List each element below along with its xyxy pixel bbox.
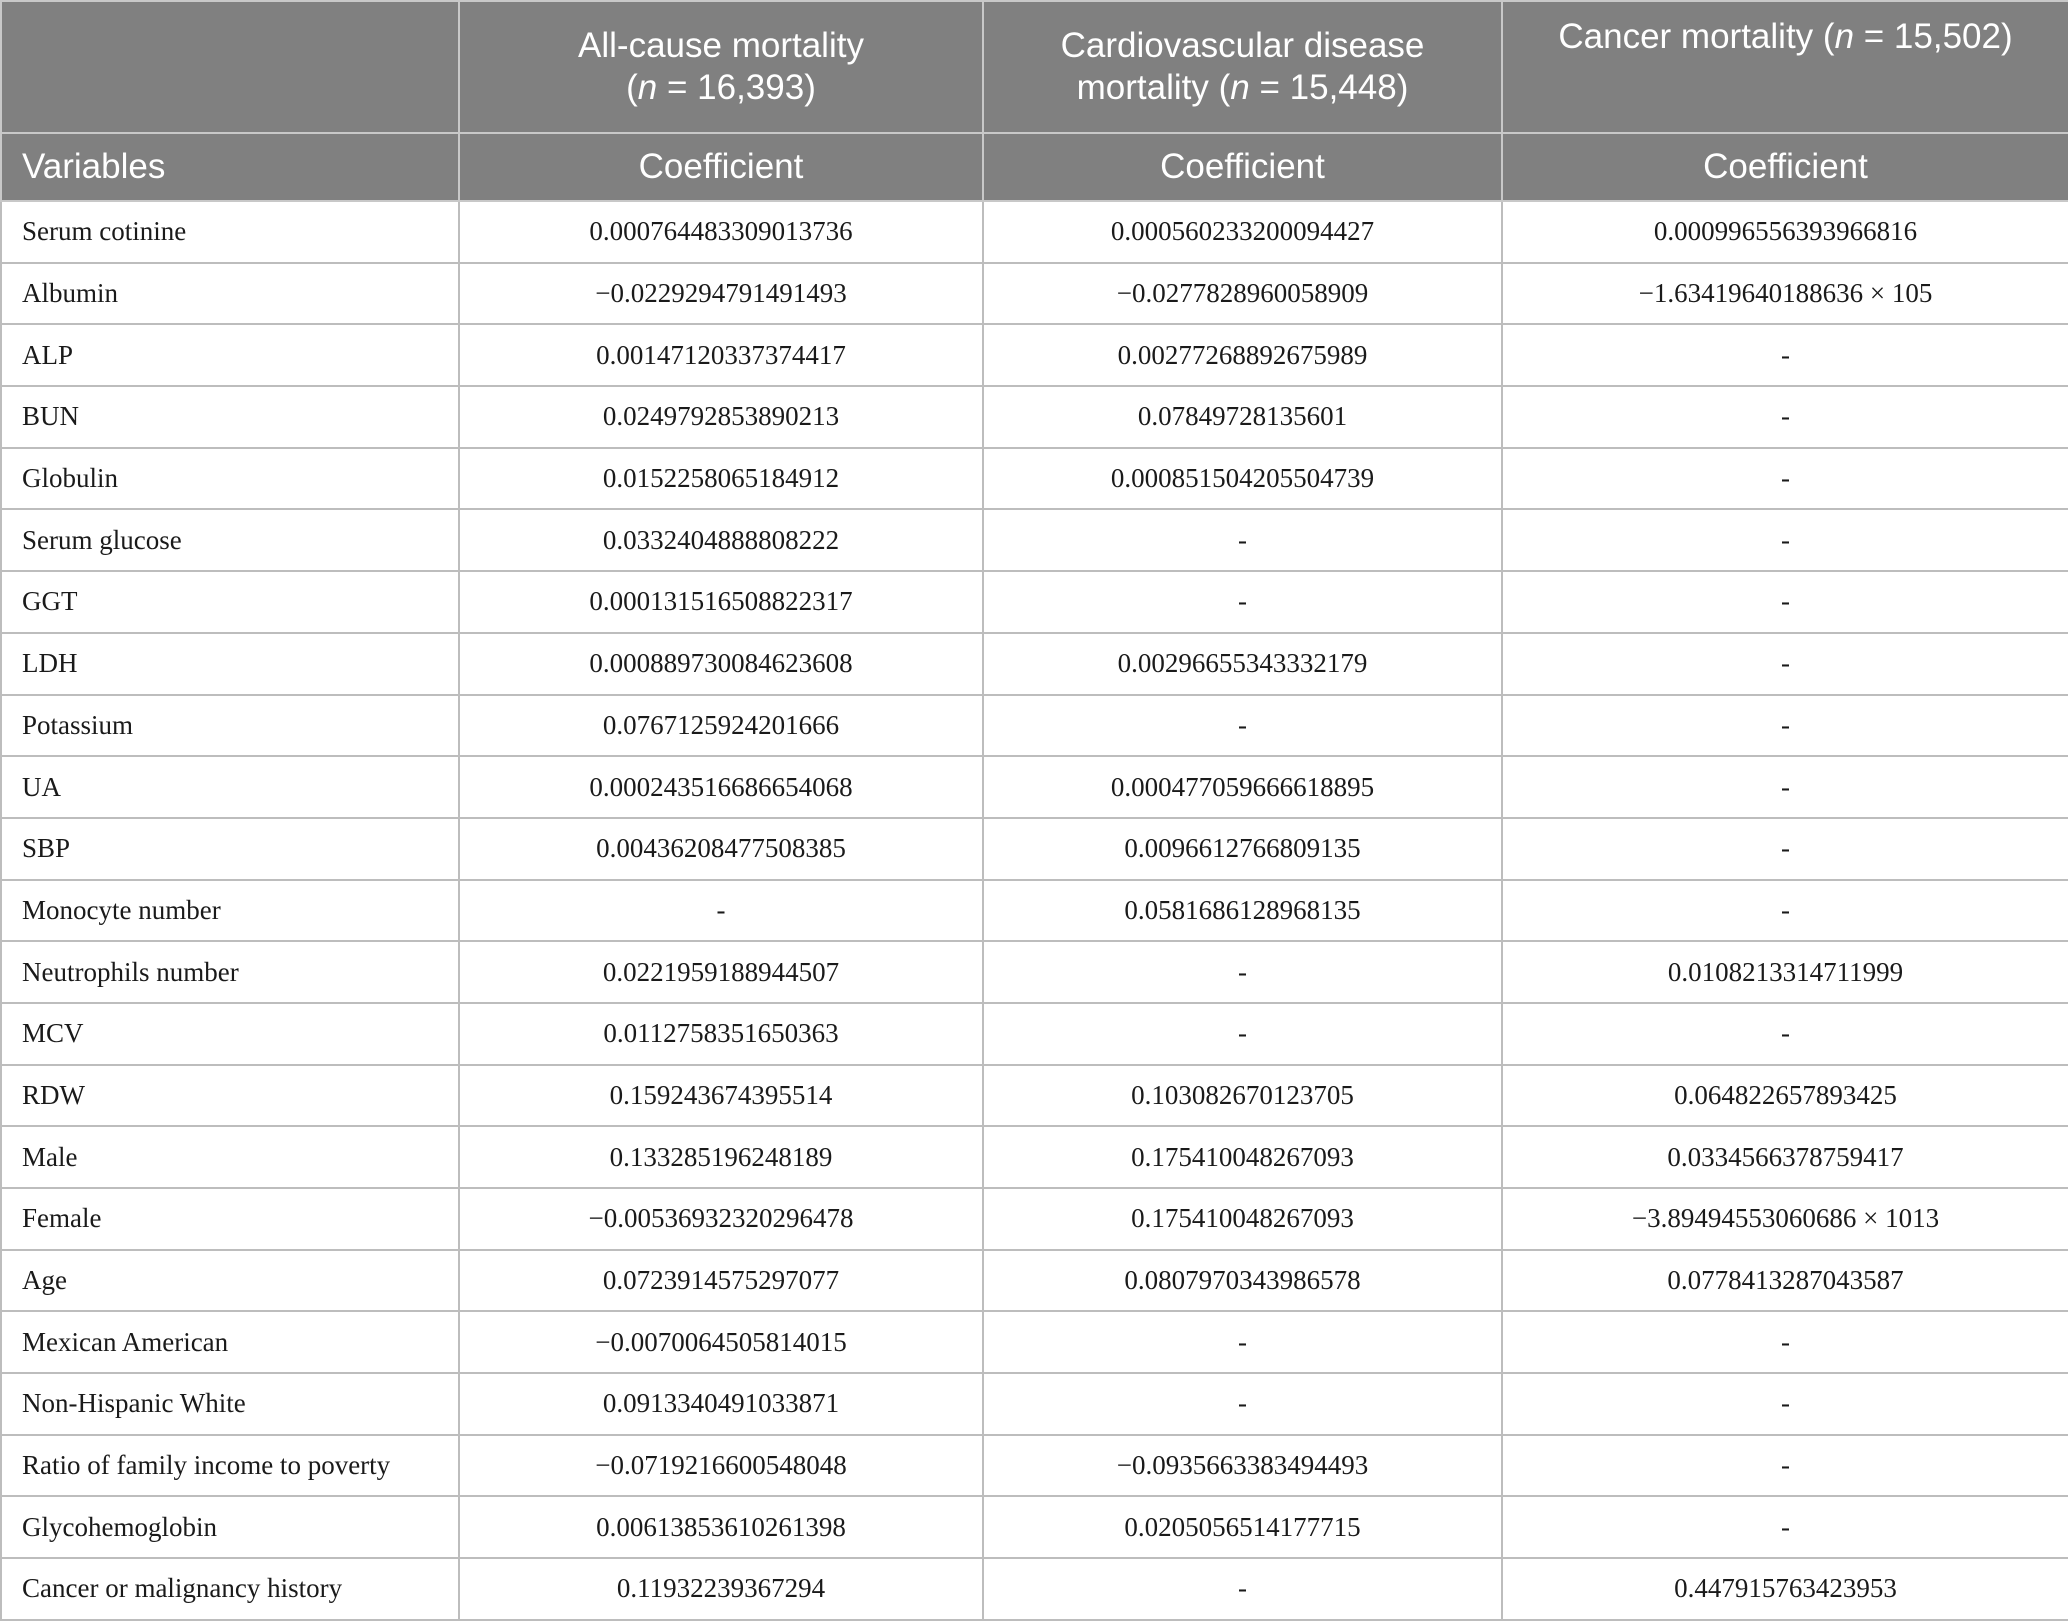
table-row <box>1 448 2068 510</box>
cell-cancer-coefficient: - <box>1502 818 2068 880</box>
cell-variable: Male <box>1 1126 459 1188</box>
cell-cvd-coefficient: - <box>983 941 1502 1003</box>
cell-all-cause-coefficient: 0.00147120337374417 <box>459 324 983 386</box>
cell-cancer-coefficient: 0.0334566378759417 <box>1502 1126 2068 1188</box>
cell-all-cause-coefficient: −0.0719216600548048 <box>459 1435 983 1497</box>
table-row <box>1 880 2068 942</box>
cell-variable: Cancer or malignancy history <box>1 1558 459 1620</box>
cell-variable: Neutrophils number <box>1 941 459 1003</box>
cell-variable: UA <box>1 756 459 818</box>
header-all-cause-open: ( <box>626 68 638 107</box>
cell-cvd-coefficient: - <box>983 509 1502 571</box>
cell-cancer-coefficient: - <box>1502 386 2068 448</box>
header-cvd-label: Cardiovascular disease mortality <box>1060 26 1425 107</box>
cell-cvd-coefficient: 0.000560233200094427 <box>983 201 1502 263</box>
header-cvd-open: ( <box>1218 68 1231 107</box>
header-all-cause-n-value: = 16,393) <box>657 68 816 107</box>
cell-variable: Ratio of family income to poverty <box>1 1435 459 1497</box>
header-group-all-cause <box>459 1 983 133</box>
cell-cancer-coefficient: −1.63419640188636 × 105 <box>1502 263 2068 325</box>
header-cancer-label: Cancer mortality <box>1558 17 1814 56</box>
cell-all-cause-coefficient: 0.000243516686654068 <box>459 756 983 818</box>
cell-all-cause-coefficient: −0.00536932320296478 <box>459 1188 983 1250</box>
header-cvd-n-value: = 15,448) <box>1249 68 1409 107</box>
header-group-cvd <box>983 1 1502 133</box>
cell-all-cause-coefficient: 0.11932239367294 <box>459 1558 983 1620</box>
cell-cvd-coefficient: 0.000477059666618895 <box>983 756 1502 818</box>
cell-all-cause-coefficient: 0.000131516508822317 <box>459 571 983 633</box>
cell-cvd-coefficient: 0.175410048267093 <box>983 1188 1502 1250</box>
cell-cancer-coefficient: 0.000996556393966816 <box>1502 201 2068 263</box>
table-row <box>1 633 2068 695</box>
cell-variable: ALP <box>1 324 459 386</box>
cell-variable: Mexican American <box>1 1311 459 1373</box>
table-row <box>1 1496 2068 1558</box>
header-group-row <box>1 1 2068 133</box>
cell-variable: RDW <box>1 1065 459 1127</box>
table-row <box>1 1250 2068 1312</box>
table-row <box>1 1558 2068 1620</box>
cell-all-cause-coefficient: 0.0112758351650363 <box>459 1003 983 1065</box>
cell-cancer-coefficient: - <box>1502 695 2068 757</box>
header-all-cause-n-symbol: n <box>637 68 658 107</box>
cell-cancer-coefficient: - <box>1502 1373 2068 1435</box>
table-row <box>1 386 2068 448</box>
cell-cvd-coefficient: −0.0935663383494493 <box>983 1435 1502 1497</box>
header-all-cause-label: All-cause mortality <box>578 26 864 65</box>
column-header-coefficient-all-cause: Coefficient <box>459 133 983 201</box>
cell-cvd-coefficient: 0.00296655343332179 <box>983 633 1502 695</box>
column-header-coefficient-cvd: Coefficient <box>983 133 1502 201</box>
table-row <box>1 201 2068 263</box>
cell-variable: SBP <box>1 818 459 880</box>
cell-all-cause-coefficient: 0.0767125924201666 <box>459 695 983 757</box>
cell-all-cause-coefficient: −0.0229294791491493 <box>459 263 983 325</box>
cell-cvd-coefficient: - <box>983 695 1502 757</box>
cell-all-cause-coefficient: 0.0249792853890213 <box>459 386 983 448</box>
cell-cancer-coefficient: - <box>1502 1003 2068 1065</box>
cell-cvd-coefficient: 0.0581686128968135 <box>983 880 1502 942</box>
cell-variable: GGT <box>1 571 459 633</box>
cell-all-cause-coefficient: 0.000889730084623608 <box>459 633 983 695</box>
table-row <box>1 941 2068 1003</box>
table-row <box>1 818 2068 880</box>
cell-variable: MCV <box>1 1003 459 1065</box>
cell-variable: Non-Hispanic White <box>1 1373 459 1435</box>
cell-cvd-coefficient: 0.103082670123705 <box>983 1065 1502 1127</box>
table-row <box>1 324 2068 386</box>
table-row <box>1 1126 2068 1188</box>
cell-all-cause-coefficient: 0.00436208477508385 <box>459 818 983 880</box>
cell-all-cause-coefficient: - <box>459 880 983 942</box>
cell-cvd-coefficient: - <box>983 1003 1502 1065</box>
cell-variable: BUN <box>1 386 459 448</box>
cell-variable: Age <box>1 1250 459 1312</box>
header-cvd-n-symbol: n <box>1230 68 1250 107</box>
cell-variable: Monocyte number <box>1 880 459 942</box>
cell-variable: Glycohemoglobin <box>1 1496 459 1558</box>
header-cancer-open: ( <box>1822 17 1835 56</box>
cell-cancer-coefficient: −3.89494553060686 × 1013 <box>1502 1188 2068 1250</box>
cell-cvd-coefficient: 0.175410048267093 <box>983 1126 1502 1188</box>
cell-cvd-coefficient: 0.0205056514177715 <box>983 1496 1502 1558</box>
cell-cancer-coefficient: 0.0108213314711999 <box>1502 941 2068 1003</box>
cell-all-cause-coefficient: 0.0221959188944507 <box>459 941 983 1003</box>
cell-cancer-coefficient: - <box>1502 1496 2068 1558</box>
header-column-row <box>1 133 2068 201</box>
cell-cvd-coefficient: - <box>983 1558 1502 1620</box>
table-row <box>1 1065 2068 1127</box>
cell-cvd-coefficient: 0.07849728135601 <box>983 386 1502 448</box>
cell-variable: Albumin <box>1 263 459 325</box>
cell-all-cause-coefficient: 0.0332404888808222 <box>459 509 983 571</box>
cell-variable: Potassium <box>1 695 459 757</box>
header-group-cancer <box>1502 1 2068 133</box>
table-row <box>1 1373 2068 1435</box>
cell-cvd-coefficient: - <box>983 571 1502 633</box>
cell-variable: Serum glucose <box>1 509 459 571</box>
cell-cvd-coefficient: - <box>983 1373 1502 1435</box>
cell-cvd-coefficient: 0.000851504205504739 <box>983 448 1502 510</box>
cell-variable: Female <box>1 1188 459 1250</box>
cell-variable: LDH <box>1 633 459 695</box>
cell-cvd-coefficient: 0.0096612766809135 <box>983 818 1502 880</box>
cell-all-cause-coefficient: 0.159243674395514 <box>459 1065 983 1127</box>
table-row <box>1 1003 2068 1065</box>
cell-cancer-coefficient: - <box>1502 509 2068 571</box>
cell-cancer-coefficient: - <box>1502 633 2068 695</box>
table-row <box>1 1435 2068 1497</box>
cell-cancer-coefficient: 0.064822657893425 <box>1502 1065 2068 1127</box>
cell-cvd-coefficient: 0.0807970343986578 <box>983 1250 1502 1312</box>
cell-cancer-coefficient: - <box>1502 571 2068 633</box>
cell-cancer-coefficient: - <box>1502 880 2068 942</box>
header-cancer-n-symbol: n <box>1834 17 1855 56</box>
cell-variable: Globulin <box>1 448 459 510</box>
table-header <box>1 1 2068 201</box>
cell-all-cause-coefficient: 0.133285196248189 <box>459 1126 983 1188</box>
cell-cancer-coefficient: 0.0778413287043587 <box>1502 1250 2068 1312</box>
cell-cancer-coefficient: - <box>1502 448 2068 510</box>
table-row <box>1 1188 2068 1250</box>
cell-all-cause-coefficient: 0.0152258065184912 <box>459 448 983 510</box>
column-header-coefficient-cancer: Coefficient <box>1502 133 2068 201</box>
cell-cancer-coefficient: 0.447915763423953 <box>1502 1558 2068 1620</box>
column-header-variables: Variables <box>1 133 459 201</box>
cell-all-cause-coefficient: −0.0070064505814015 <box>459 1311 983 1373</box>
cell-cvd-coefficient: 0.00277268892675989 <box>983 324 1502 386</box>
table-row <box>1 263 2068 325</box>
cell-cancer-coefficient: - <box>1502 756 2068 818</box>
cell-cancer-coefficient: - <box>1502 1435 2068 1497</box>
table-row <box>1 1311 2068 1373</box>
cell-all-cause-coefficient: 0.0913340491033871 <box>459 1373 983 1435</box>
cell-variable: Serum cotinine <box>1 201 459 263</box>
table-row <box>1 571 2068 633</box>
table-body <box>1 201 2068 1620</box>
cell-all-cause-coefficient: 0.000764483309013736 <box>459 201 983 263</box>
cell-cancer-coefficient: - <box>1502 324 2068 386</box>
table-row <box>1 756 2068 818</box>
cell-cvd-coefficient: −0.0277828960058909 <box>983 263 1502 325</box>
cell-cancer-coefficient: - <box>1502 1311 2068 1373</box>
header-cancer-n-value: = 15,502) <box>1854 17 2013 56</box>
cell-all-cause-coefficient: 0.00613853610261398 <box>459 1496 983 1558</box>
table-row <box>1 695 2068 757</box>
cell-cvd-coefficient: - <box>983 1311 1502 1373</box>
table-row <box>1 509 2068 571</box>
cell-all-cause-coefficient: 0.0723914575297077 <box>459 1250 983 1312</box>
header-group-blank <box>1 1 459 133</box>
